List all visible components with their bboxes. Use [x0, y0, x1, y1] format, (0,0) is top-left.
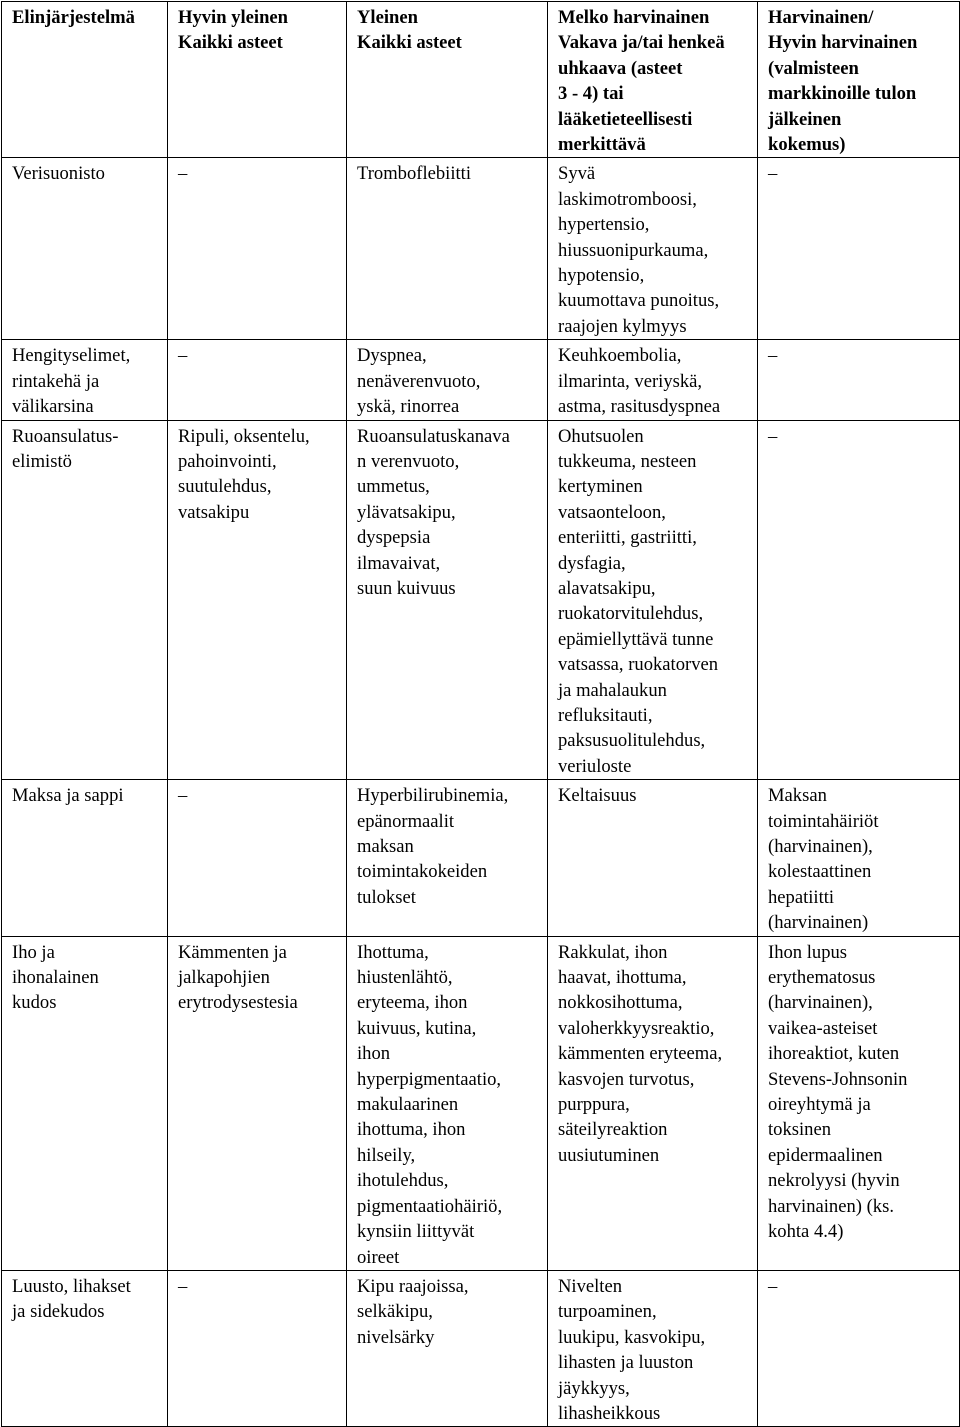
uncommon-cell: Ohutsuolen tukkeuma, nesteen kertyminen vatsaonteloon, enteriitti, gastriitti, dysfagia, alavatsakipu, ruokatorvitulehdus, epämiellyttävä tunne vatsassa, ruokatorven ja mahalaukun refluksitauti, paksusuolitulehdus, veriuloste: [548, 420, 758, 780]
very-common-cell: –: [168, 340, 347, 420]
very-common-cell: –: [168, 780, 347, 936]
table-row: [2, 158, 960, 340]
common-cell: Dyspnea, nenäverenvuoto, yskä, rinorrea: [347, 340, 548, 420]
very-common-cell: Kämmenten ja jalkapohjien erytrodysestesia: [168, 936, 347, 1270]
organ-system-cell: Hengityselimet, rintakehä ja välikarsina: [2, 340, 168, 420]
uncommon-cell: Rakkulat, ihon haavat, ihottuma, nokkosihottuma, valoherkkyysreaktio, kämmenten eryteema, kasvojen turvotus, purppura, säteilyreaktion uusiutuminen: [548, 936, 758, 1270]
organ-system-cell: Verisuonisto: [2, 158, 168, 340]
uncommon-cell: Keuhkoembolia, ilmarinta, veriyskä, astma, rasitusdyspnea: [548, 340, 758, 420]
very-common-cell: Ripuli, oksentelu, pahoinvointi, suutulehdus, vatsakipu: [168, 420, 347, 780]
rare-cell: –: [758, 1270, 960, 1426]
very-common-cell: –: [168, 158, 347, 340]
rare-cell: –: [758, 340, 960, 420]
table-header-row: [2, 2, 960, 158]
common-cell: Ihottuma, hiustenlähtö, eryteema, ihon kuivuus, kutina, ihon hyperpigmentaatio, makulaarinen ihottuma, ihon hilseily, ihotulehdus, pigmentaatiohäiriö, kynsiin liittyvät oireet: [347, 936, 548, 1270]
table-row: [2, 936, 960, 1270]
header-organ-system: Elinjärjestelmä: [2, 2, 168, 158]
organ-system-cell: Maksa ja sappi: [2, 780, 168, 936]
table-row: [2, 340, 960, 420]
organ-system-cell: Ruoansulatus- elimistö: [2, 420, 168, 780]
uncommon-cell: Syvä laskimotromboosi, hypertensio, hiussuonipurkauma, hypotensio, kuumottava punoitus, raajojen kylmyys: [548, 158, 758, 340]
header-common: Yleinen Kaikki asteet: [347, 2, 548, 158]
rare-cell: Maksan toimintahäiriöt (harvinainen), kolestaattinen hepatiitti (harvinainen): [758, 780, 960, 936]
header-very-common: Hyvin yleinen Kaikki asteet: [168, 2, 347, 158]
organ-system-cell: Iho ja ihonalainen kudos: [2, 936, 168, 1270]
rare-cell: Ihon lupus erythematosus (harvinainen), vaikea-asteiset ihoreaktiot, kuten Stevens-Johnsonin oireyhtymä ja toksinen epidermaalinen nekrolyysi (hyvin harvinainen) (ks. kohta 4.4): [758, 936, 960, 1270]
very-common-cell: –: [168, 1270, 347, 1426]
rare-cell: –: [758, 158, 960, 340]
organ-system-cell: Luusto, lihakset ja sidekudos: [2, 1270, 168, 1426]
common-cell: Hyperbilirubinemia, epänormaalit maksan toimintakokeiden tulokset: [347, 780, 548, 936]
table-row: [2, 780, 960, 936]
header-rare: Harvinainen/ Hyvin harvinainen (valmisteen markkinoille tulon jälkeinen kokemus): [758, 2, 960, 158]
table-row: [2, 1270, 960, 1426]
adverse-effects-table: [1, 1, 960, 1427]
header-uncommon: Melko harvinainen Vakava ja/tai henkeä uhkaava (asteet 3 - 4) tai lääketieteellisesti merkittävä: [548, 2, 758, 158]
uncommon-cell: Keltaisuus: [548, 780, 758, 936]
common-cell: Tromboflebiitti: [347, 158, 548, 340]
common-cell: Kipu raajoissa, selkäkipu, nivelsärky: [347, 1270, 548, 1426]
common-cell: Ruoansulatuskanava n verenvuoto, ummetus, ylävatsakipu, dyspepsia ilmavaivat, suun kuivuus: [347, 420, 548, 780]
rare-cell: –: [758, 420, 960, 780]
uncommon-cell: Nivelten turpoaminen, luukipu, kasvokipu, lihasten ja luuston jäykkyys, lihasheikkous: [548, 1270, 758, 1426]
table-row: [2, 420, 960, 780]
